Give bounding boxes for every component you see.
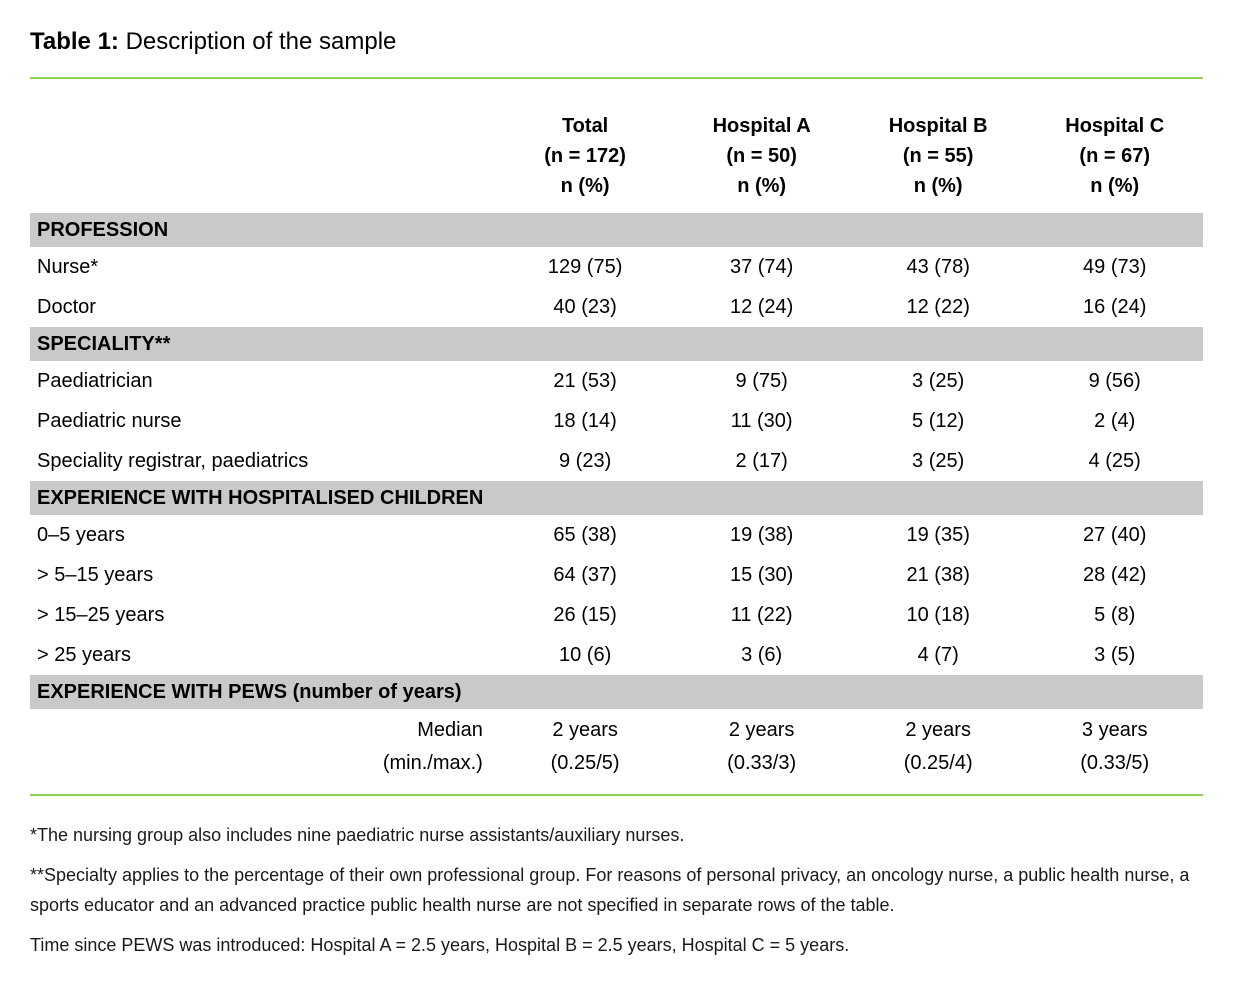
section-header-row-experience-pews — [30, 675, 1203, 709]
section-header-label: SPECIALITY** — [30, 327, 1203, 361]
row-label: Doctor — [37, 295, 96, 318]
column-title: Hospital B — [888, 115, 988, 137]
cell-value: 12 (22) — [906, 295, 970, 318]
section-header-label: EXPERIENCE WITH PEWS (number of years) — [30, 675, 1203, 709]
footnote-specialty: **Specialty applies to the percentage of their own professional group. For reasons of personal privacy, an oncology nurse, a public health nurse, a sports educator and an advanced practice public health nurse are not specified in separate rows of the table. — [30, 865, 1190, 915]
column-n: (n = 172) — [544, 145, 626, 167]
column-n: (n = 55) — [902, 145, 974, 167]
column-header-hospital-b — [850, 79, 1027, 213]
cell-value: 40 (23) — [553, 295, 617, 318]
row-label: Speciality registrar, paediatrics — [37, 449, 309, 472]
cell-value: 2 (4) — [1094, 409, 1136, 432]
footnote-nursing-group: *The nursing group also includes nine paediatric nurse assistants/auxiliary nurses. — [30, 825, 685, 845]
table-row-median — [30, 709, 1203, 794]
column-header-hospital-c — [1026, 79, 1203, 213]
cell-value: 3 (25) — [912, 449, 965, 472]
section-header-row-experience-children — [30, 481, 1203, 515]
cell-value: 9 (56) — [1088, 369, 1141, 392]
column-measure: n (%) — [737, 175, 787, 197]
section-header-label: PROFESSION — [30, 213, 1203, 247]
column-n: (n = 50) — [726, 145, 797, 167]
table-row-paediatric-nurse — [30, 401, 1203, 441]
cell-value: 27 (40) — [1083, 523, 1147, 546]
column-header-hospital-a — [673, 79, 850, 213]
median-value-line1: 2 years — [905, 719, 971, 741]
median-value-line1: 2 years — [728, 719, 795, 741]
row-label: > 5–15 years — [37, 563, 154, 586]
row-label: Nurse* — [37, 255, 99, 278]
table-caption: Description of the sample — [125, 28, 397, 55]
cell-value-median — [673, 709, 850, 794]
cell-value: 9 (75) — [735, 369, 788, 392]
cell-value: 64 (37) — [553, 563, 617, 586]
cell-value: 10 (6) — [558, 643, 612, 666]
column-header-total — [497, 79, 674, 213]
bottom-divider-line — [30, 794, 1203, 796]
sample-table — [30, 79, 1203, 794]
cell-value: 18 (14) — [553, 409, 617, 432]
section-header-label: EXPERIENCE WITH HOSPITALISED CHILDREN — [30, 481, 1203, 515]
table-row-5-15-years — [30, 555, 1203, 595]
cell-value: 4 (25) — [1088, 449, 1141, 472]
cell-value: 15 (30) — [729, 563, 794, 586]
table-row-0-5-years — [30, 515, 1203, 555]
cell-value: 28 (42) — [1083, 563, 1147, 586]
footnote-pews-time: Time since PEWS was introduced: Hospital A = 2.5 years, Hospital B = 2.5 years, Hospital C = 5 years. — [30, 935, 850, 955]
median-value-line1: 3 years — [1081, 719, 1148, 741]
section-header-row-speciality — [30, 327, 1203, 361]
table-row-over-25-years — [30, 635, 1203, 675]
median-label-line1: Median — [417, 719, 483, 741]
cell-value-median — [850, 709, 1027, 794]
cell-value: 9 (23) — [558, 449, 612, 472]
cell-value: 3 (25) — [912, 369, 965, 392]
cell-value: 12 (24) — [729, 295, 794, 318]
row-label: > 25 years — [37, 643, 131, 666]
cell-value: 3 (5) — [1094, 643, 1136, 666]
cell-value: 19 (35) — [906, 523, 970, 546]
median-value-line2: (0.33/5) — [1080, 752, 1150, 774]
cell-value: 43 (78) — [906, 255, 970, 278]
median-value-line2: (0.33/3) — [727, 752, 797, 774]
table-row-doctor — [30, 287, 1203, 327]
column-measure: n (%) — [560, 175, 610, 197]
median-label-line2: (min./max.) — [382, 752, 483, 774]
cell-value: 21 (53) — [553, 369, 617, 392]
column-header-row — [30, 79, 1203, 213]
column-measure: n (%) — [1090, 175, 1140, 197]
cell-value: 5 (12) — [912, 409, 965, 432]
cell-value: 65 (38) — [553, 523, 617, 546]
cell-value: 11 (22) — [730, 603, 793, 626]
table-row-paediatrician — [30, 361, 1203, 401]
cell-value: 3 (6) — [741, 643, 783, 666]
cell-value-median — [497, 709, 674, 794]
column-title: Hospital A — [712, 115, 811, 137]
page-title — [30, 26, 1203, 58]
cell-value: 21 (38) — [906, 563, 970, 586]
cell-value: 37 (74) — [729, 255, 794, 278]
cell-value: 5 (8) — [1094, 603, 1136, 626]
column-measure: n (%) — [913, 175, 963, 197]
row-label: 0–5 years — [37, 523, 125, 546]
cell-value: 129 (75) — [547, 255, 623, 278]
column-title: Hospital C — [1065, 115, 1165, 137]
cell-value: 26 (15) — [553, 603, 617, 626]
row-label: Paediatric nurse — [37, 409, 182, 432]
cell-value: 10 (18) — [906, 603, 970, 626]
row-label: Paediatrician — [37, 369, 153, 392]
median-value-line1: 2 years — [552, 719, 618, 741]
column-title: Total — [561, 115, 609, 137]
cell-value: 4 (7) — [917, 643, 959, 666]
cell-value: 19 (38) — [729, 523, 794, 546]
table-row-15-25-years — [30, 595, 1203, 635]
cell-value: 49 (73) — [1083, 255, 1147, 278]
cell-value: 11 (30) — [730, 409, 793, 432]
row-label-median — [30, 709, 497, 794]
footnotes — [30, 820, 1203, 960]
median-value-line2: (0.25/5) — [550, 752, 620, 774]
section-header-row-profession — [30, 213, 1203, 247]
median-value-line2: (0.25/4) — [903, 752, 973, 774]
table-row-speciality-registrar — [30, 441, 1203, 481]
column-header-empty — [30, 79, 497, 213]
cell-value: 2 (17) — [735, 449, 788, 472]
table-number-label: Table 1: — [30, 28, 119, 55]
table-row-nurse — [30, 247, 1203, 287]
row-label: > 15–25 years — [37, 603, 165, 626]
cell-value-median — [1026, 709, 1203, 794]
column-n: (n = 67) — [1079, 145, 1150, 167]
cell-value: 16 (24) — [1083, 295, 1147, 318]
